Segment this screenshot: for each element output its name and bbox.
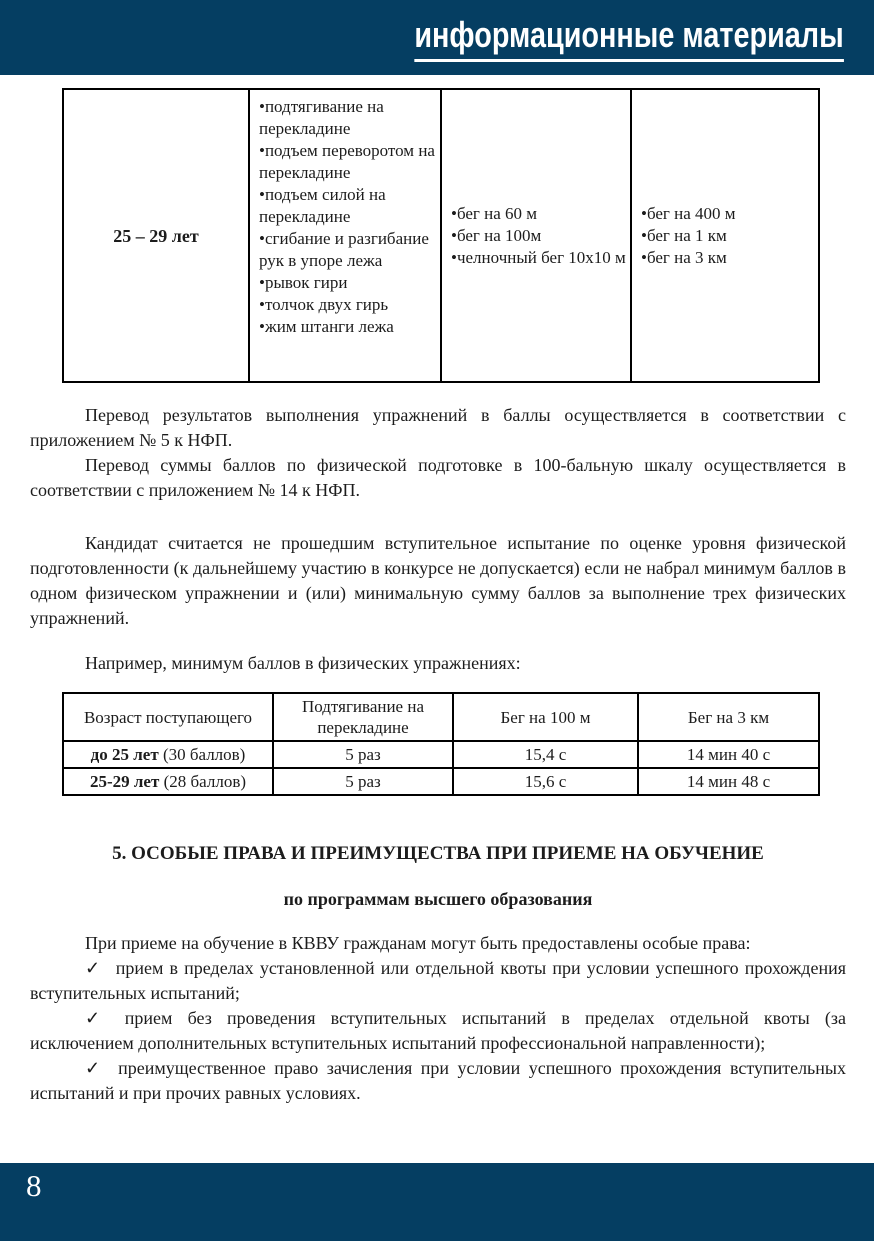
pullups-cell: 5 раз: [273, 741, 453, 768]
table-row: [63, 768, 819, 795]
paragraph-candidate-fail: Кандидат считается не прошедшим вступительное испытание по оценке уровня физической подготовленности (к дальнейшему участию в конкурсе не допускается) если не набрал минимум баллов в одном физическом упражнении и (или) минимальную сумму баллов за выполнение трех физических упражнений.: [30, 533, 846, 628]
check-item-text: прием в пределах установленной или отдельной квоты при условии успешного прохождения вступительных испытаний;: [30, 958, 846, 1003]
paragraph-special-rights-intro: При приеме на обучение в КВВУ гражданам могут быть предоставлены особые права:: [85, 933, 751, 953]
paragraph-example-intro: Например, минимум баллов в физических упражнениях:: [85, 653, 521, 673]
check-item-text: прием без проведения вступительных испытаний в пределах отдельной квоты (за исключением дополнительных вступительных испытаний профессиональной направленности);: [30, 1008, 846, 1053]
age-points: (30 баллов): [158, 745, 246, 764]
list-item: • толчок двух гирь: [259, 294, 436, 316]
page-content: [0, 88, 874, 1106]
list-item: • бег на 400 м: [641, 203, 814, 225]
run3km-cell: 14 мин 40 с: [638, 741, 819, 768]
page-header-title: информационные материалы: [415, 14, 844, 62]
list-item: • подтягивание на перекладине: [259, 96, 436, 140]
paragraph-conversion-points: Перевод результатов выполнения упражнений в баллы осуществляется в соответствии с приложением № 5 к НФП.: [30, 405, 846, 450]
list-item: • бег на 100м: [451, 225, 626, 247]
strength-exercise-list: [259, 96, 436, 338]
min-scores-table: [62, 692, 820, 796]
age-bold: до 25 лет: [90, 745, 159, 764]
list-item: • бег на 3 км: [641, 247, 814, 269]
list-item: • бег на 60 м: [451, 203, 626, 225]
run3km-cell: 14 мин 48 с: [638, 768, 819, 795]
age-group-cell: 25 – 29 лет: [63, 89, 249, 382]
column-header-run3km: Бег на 3 км: [638, 693, 819, 741]
list-item: • бег на 1 км: [641, 225, 814, 247]
run100-cell: 15,6 с: [453, 768, 638, 795]
list-item: • жим штанги лежа: [259, 316, 436, 338]
strength-exercises-cell: [249, 89, 441, 382]
age-points: (28 баллов): [159, 772, 247, 791]
table-header-row: [63, 693, 819, 741]
footer-band: [0, 1163, 874, 1241]
exercises-table: [62, 88, 820, 383]
table-row: [63, 741, 819, 768]
check-icon: ✓: [85, 1008, 111, 1028]
paragraph-conversion-scale: Перевод суммы баллов по физической подготовке в 100-бальную шкалу осуществляется в соответствии с приложением № 14 к НФП.: [30, 455, 846, 500]
list-item: • подъем переворотом на перекладине: [259, 140, 436, 184]
check-icon: ✓: [85, 958, 102, 978]
check-list-item: [30, 1006, 846, 1056]
column-header-age: Возраст поступающего: [63, 693, 273, 741]
section-subheading: по программам высшего образования: [283, 889, 593, 909]
check-item-text: преимущественное право зачисления при условии успешного прохождения вступительных испытаний и при прочих равных условиях.: [30, 1058, 846, 1103]
speed-exercises-cell: [441, 89, 631, 382]
check-icon: ✓: [85, 1058, 105, 1078]
endurance-exercise-list: [641, 203, 814, 269]
column-header-pullups: Подтягивание на перекладине: [273, 693, 453, 741]
list-item: • челночный бег 10х10 м: [451, 247, 626, 269]
run100-cell: 15,4 с: [453, 741, 638, 768]
age-cell: [63, 768, 273, 795]
endurance-exercises-cell: [631, 89, 819, 382]
list-item: • сгибание и разгибание рук в упоре лежа: [259, 228, 436, 272]
check-list-item: [30, 956, 846, 1006]
age-cell: [63, 741, 273, 768]
page-number: 8: [26, 1168, 42, 1203]
table-row: [63, 89, 819, 382]
speed-exercise-list: [451, 203, 626, 269]
list-item: • рывок гири: [259, 272, 436, 294]
check-list-item: [30, 1056, 846, 1106]
header-band: [0, 0, 874, 75]
age-bold: 25-29 лет: [89, 772, 160, 791]
pullups-cell: 5 раз: [273, 768, 453, 795]
section-heading: 5. ОСОБЫЕ ПРАВА И ПРЕИМУЩЕСТВА ПРИ ПРИЕМЕ НА ОБУЧЕНИЕ: [112, 843, 764, 864]
column-header-run100: Бег на 100 м: [453, 693, 638, 741]
list-item: • подъем силой на перекладине: [259, 184, 436, 228]
